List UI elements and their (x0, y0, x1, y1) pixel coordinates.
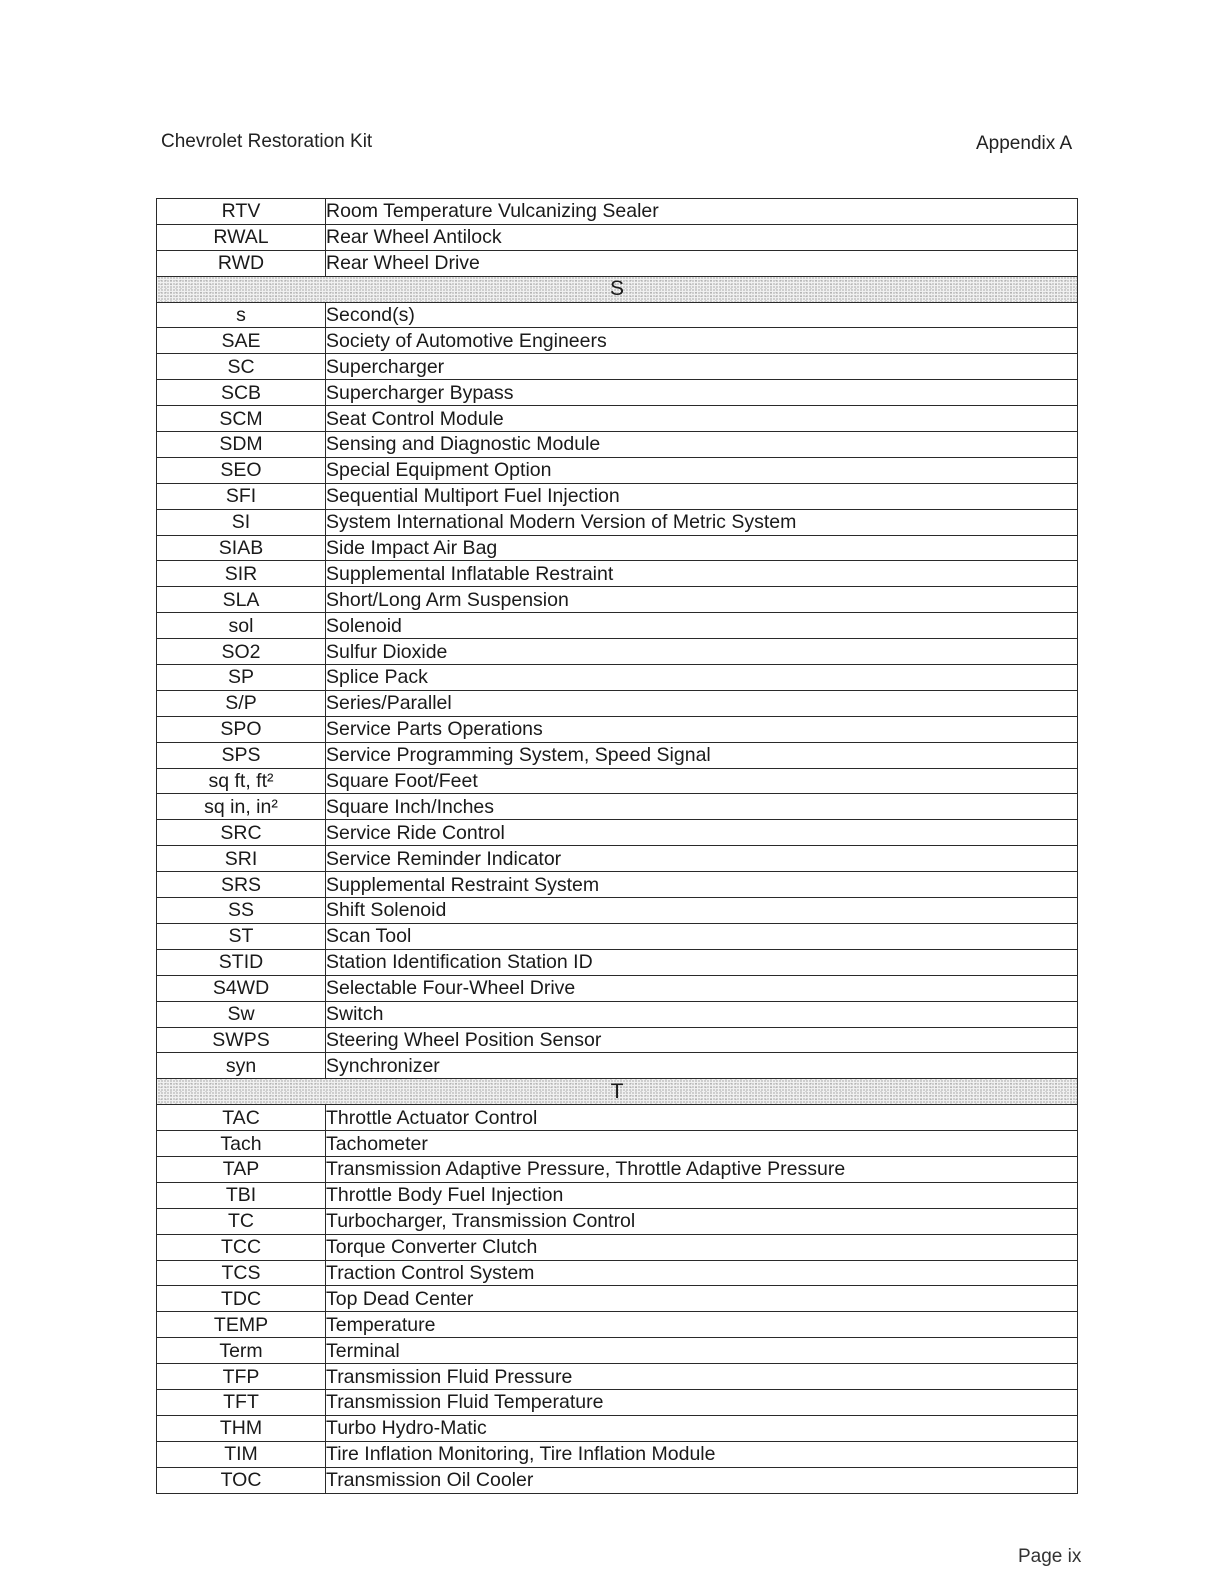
document-title: Chevrolet Restoration Kit (161, 131, 373, 152)
table-row (157, 1105, 1078, 1131)
definition-cell: Supercharger (326, 354, 1078, 380)
definition-cell: Supplemental Inflatable Restraint (326, 561, 1078, 587)
table-row (157, 1131, 1078, 1157)
abbreviation-cell: SFI (157, 483, 326, 509)
abbreviation-cell: SDM (157, 432, 326, 458)
abbreviation-cell: TC (157, 1208, 326, 1234)
definition-cell: Supercharger Bypass (326, 380, 1078, 406)
table-row (157, 354, 1078, 380)
abbreviation-cell: sq in, in² (157, 794, 326, 820)
table-row (157, 1312, 1078, 1338)
abbreviation-cell: SS (157, 898, 326, 924)
section-letter-cell (157, 1079, 1078, 1105)
abbreviation-cell: S/P (157, 690, 326, 716)
table-row (157, 1182, 1078, 1208)
definition-cell: Short/Long Arm Suspension (326, 587, 1078, 613)
section-letter: T (610, 1079, 624, 1103)
abbreviation-cell: SI (157, 509, 326, 535)
table-row (157, 1027, 1078, 1053)
appendix-label: Appendix A (976, 133, 1073, 154)
definition-cell: Solenoid (326, 613, 1078, 639)
definition-cell: Transmission Oil Cooler (326, 1467, 1078, 1493)
abbreviation-cell: Sw (157, 1001, 326, 1027)
abbreviation-cell: SEO (157, 457, 326, 483)
abbreviation-cell: TAC (157, 1105, 326, 1131)
definition-cell: Rear Wheel Drive (326, 250, 1078, 276)
table-row (157, 898, 1078, 924)
table-row (157, 509, 1078, 535)
section-letter-cell (157, 276, 1078, 302)
definition-cell: Terminal (326, 1338, 1078, 1364)
definition-cell: Transmission Fluid Temperature (326, 1389, 1078, 1415)
table-row (157, 1415, 1078, 1441)
definition-cell: Service Programming System, Speed Signal (326, 742, 1078, 768)
table-row (157, 768, 1078, 794)
abbreviation-cell: TBI (157, 1182, 326, 1208)
abbreviation-cell: TFP (157, 1364, 326, 1390)
table-row (157, 1286, 1078, 1312)
definition-cell: Shift Solenoid (326, 898, 1078, 924)
definition-cell: Splice Pack (326, 665, 1078, 691)
glossary-table-body (157, 199, 1078, 1494)
table-row (157, 1389, 1078, 1415)
abbreviation-cell: Tach (157, 1131, 326, 1157)
table-row (157, 1441, 1078, 1467)
definition-cell: Top Dead Center (326, 1286, 1078, 1312)
table-row (157, 457, 1078, 483)
definition-cell: Square Inch/Inches (326, 794, 1078, 820)
table-row (157, 1234, 1078, 1260)
abbreviation-cell: SWPS (157, 1027, 326, 1053)
table-row (157, 690, 1078, 716)
definition-cell: Selectable Four-Wheel Drive (326, 975, 1078, 1001)
definition-cell: Sulfur Dioxide (326, 639, 1078, 665)
section-letter: S (609, 277, 624, 301)
definition-cell: Switch (326, 1001, 1078, 1027)
section-header-row (157, 1079, 1078, 1105)
abbreviation-cell: RWD (157, 250, 326, 276)
abbreviation-cell: SCM (157, 406, 326, 432)
abbreviation-cell: THM (157, 1415, 326, 1441)
abbreviation-cell: SIAB (157, 535, 326, 561)
definition-cell: Service Reminder Indicator (326, 846, 1078, 872)
table-row (157, 716, 1078, 742)
page-number: Page ix (1018, 1546, 1082, 1567)
table-row (157, 1260, 1078, 1286)
table-row (157, 872, 1078, 898)
glossary-table (156, 198, 1078, 1494)
definition-cell: Sensing and Diagnostic Module (326, 432, 1078, 458)
abbreviation-cell: RTV (157, 199, 326, 225)
table-row (157, 483, 1078, 509)
abbreviation-cell: SPS (157, 742, 326, 768)
table-row (157, 923, 1078, 949)
abbreviation-cell: RWAL (157, 224, 326, 250)
abbreviation-cell: STID (157, 949, 326, 975)
definition-cell: Station Identification Station ID (326, 949, 1078, 975)
definition-cell: Series/Parallel (326, 690, 1078, 716)
table-row (157, 1364, 1078, 1390)
definition-cell: Turbo Hydro-Matic (326, 1415, 1078, 1441)
definition-cell: Room Temperature Vulcanizing Sealer (326, 199, 1078, 225)
table-row (157, 224, 1078, 250)
definition-cell: Rear Wheel Antilock (326, 224, 1078, 250)
table-row (157, 794, 1078, 820)
abbreviation-cell: syn (157, 1053, 326, 1079)
abbreviation-cell: ST (157, 923, 326, 949)
abbreviation-cell: TEMP (157, 1312, 326, 1338)
table-row (157, 302, 1078, 328)
table-row (157, 639, 1078, 665)
definition-cell: Synchronizer (326, 1053, 1078, 1079)
definition-cell: Transmission Adaptive Pressure, Throttle Adaptive Pressure (326, 1156, 1078, 1182)
abbreviation-cell: s (157, 302, 326, 328)
definition-cell: Service Ride Control (326, 820, 1078, 846)
definition-cell: Special Equipment Option (326, 457, 1078, 483)
definition-cell: Torque Converter Clutch (326, 1234, 1078, 1260)
table-row (157, 613, 1078, 639)
abbreviation-cell: TFT (157, 1389, 326, 1415)
definition-cell: Transmission Fluid Pressure (326, 1364, 1078, 1390)
definition-cell: Temperature (326, 1312, 1078, 1338)
abbreviation-cell: SO2 (157, 639, 326, 665)
abbreviation-cell: SRI (157, 846, 326, 872)
table-row (157, 1208, 1078, 1234)
abbreviation-cell: SP (157, 665, 326, 691)
abbreviation-cell: sol (157, 613, 326, 639)
abbreviation-cell: sq ft, ft² (157, 768, 326, 794)
table-row (157, 975, 1078, 1001)
table-row (157, 1053, 1078, 1079)
abbreviation-cell: TDC (157, 1286, 326, 1312)
table-row (157, 250, 1078, 276)
abbreviation-cell: SIR (157, 561, 326, 587)
abbreviation-cell: TCC (157, 1234, 326, 1260)
abbreviation-cell: SCB (157, 380, 326, 406)
table-row (157, 1467, 1078, 1493)
table-row (157, 820, 1078, 846)
abbreviation-cell: SPO (157, 716, 326, 742)
table-row (157, 432, 1078, 458)
definition-cell: Sequential Multiport Fuel Injection (326, 483, 1078, 509)
abbreviation-cell: SC (157, 354, 326, 380)
table-row (157, 199, 1078, 225)
table-row (157, 846, 1078, 872)
abbreviation-cell: SAE (157, 328, 326, 354)
definition-cell: Traction Control System (326, 1260, 1078, 1286)
abbreviation-cell: TOC (157, 1467, 326, 1493)
definition-cell: Tire Inflation Monitoring, Tire Inflation Module (326, 1441, 1078, 1467)
abbreviation-cell: TIM (157, 1441, 326, 1467)
definition-cell: Side Impact Air Bag (326, 535, 1078, 561)
table-row (157, 587, 1078, 613)
definition-cell: Tachometer (326, 1131, 1078, 1157)
table-row (157, 1156, 1078, 1182)
definition-cell: Second(s) (326, 302, 1078, 328)
table-row (157, 561, 1078, 587)
table-row (157, 328, 1078, 354)
definition-cell: Square Foot/Feet (326, 768, 1078, 794)
table-row (157, 1338, 1078, 1364)
definition-cell: Supplemental Restraint System (326, 872, 1078, 898)
table-row (157, 1001, 1078, 1027)
table-row (157, 949, 1078, 975)
definition-cell: Throttle Body Fuel Injection (326, 1182, 1078, 1208)
definition-cell: System International Modern Version of Metric System (326, 509, 1078, 535)
table-row (157, 742, 1078, 768)
table-row (157, 406, 1078, 432)
section-header-row (157, 276, 1078, 302)
abbreviation-cell: TCS (157, 1260, 326, 1286)
table-row (157, 380, 1078, 406)
definition-cell: Seat Control Module (326, 406, 1078, 432)
abbreviation-cell: SRS (157, 872, 326, 898)
abbreviation-cell: SRC (157, 820, 326, 846)
definition-cell: Society of Automotive Engineers (326, 328, 1078, 354)
abbreviation-cell: S4WD (157, 975, 326, 1001)
definition-cell: Service Parts Operations (326, 716, 1078, 742)
definition-cell: Steering Wheel Position Sensor (326, 1027, 1078, 1053)
abbreviation-cell: SLA (157, 587, 326, 613)
definition-cell: Throttle Actuator Control (326, 1105, 1078, 1131)
table-row (157, 535, 1078, 561)
abbreviation-cell: TAP (157, 1156, 326, 1182)
abbreviation-cell: Term (157, 1338, 326, 1364)
table-row (157, 665, 1078, 691)
definition-cell: Turbocharger, Transmission Control (326, 1208, 1078, 1234)
definition-cell: Scan Tool (326, 923, 1078, 949)
